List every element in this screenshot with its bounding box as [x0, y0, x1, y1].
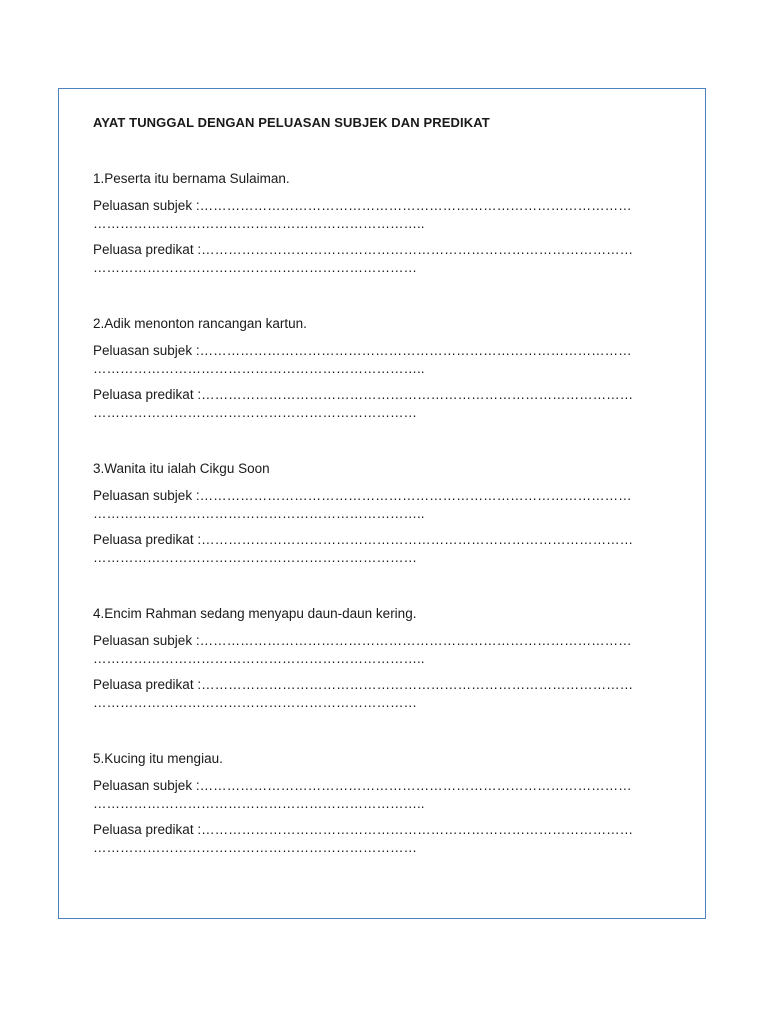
question-sentence: 5.Kucing itu mengiau. — [93, 751, 223, 766]
question-block — [93, 750, 683, 857]
question-sentence: 4.Encim Rahman sedang menyapu daun-daun kering. — [93, 606, 417, 621]
predicate-answer-field[interactable] — [93, 676, 683, 712]
question-block — [93, 170, 683, 277]
question-sentence: 2.Adik menonton rancangan kartun. — [93, 316, 307, 331]
answer-dots: ……………………………………………………………….. — [93, 216, 425, 231]
answer-dots: ……………………………………………………………… — [93, 260, 417, 275]
question-sentence: 3.Wanita itu ialah Cikgu Soon — [93, 461, 270, 476]
answer-dots: …………………………………………………………………………………… — [201, 532, 634, 547]
answer-dots: ……………………………………………………………….. — [93, 361, 425, 376]
subject-label: Peluasan subjek : — [93, 488, 200, 503]
question-block — [93, 460, 683, 567]
answer-dots: …………………………………………………………………………………… — [201, 822, 634, 837]
predicate-label: Peluasa predikat : — [93, 387, 202, 402]
answer-dots: ……………………………………………………………….. — [93, 506, 425, 521]
answer-dots: …………………………………………………………………………………… — [199, 778, 632, 793]
answer-dots: …………………………………………………………………………………… — [199, 488, 632, 503]
subject-answer-field[interactable] — [93, 342, 683, 378]
answer-dots: …………………………………………………………………………………… — [199, 198, 632, 213]
worksheet-title: AYAT TUNGGAL DENGAN PELUASAN SUBJEK DAN PREDIKAT — [93, 115, 490, 130]
answer-dots: ……………………………………………………………… — [93, 405, 417, 420]
answer-dots: ……………………………………………………………….. — [93, 651, 425, 666]
predicate-label: Peluasa predikat : — [93, 242, 202, 257]
predicate-answer-field[interactable] — [93, 386, 683, 422]
answer-dots: ……………………………………………………………… — [93, 840, 417, 855]
question-sentence: 1.Peserta itu bernama Sulaiman. — [93, 171, 290, 186]
subject-answer-field[interactable] — [93, 197, 683, 233]
subject-label: Peluasan subjek : — [93, 343, 200, 358]
question-block — [93, 315, 683, 422]
predicate-label: Peluasa predikat : — [93, 532, 202, 547]
subject-answer-field[interactable] — [93, 777, 683, 813]
answer-dots: …………………………………………………………………………………… — [201, 387, 634, 402]
predicate-answer-field[interactable] — [93, 821, 683, 857]
subject-label: Peluasan subjek : — [93, 778, 200, 793]
predicate-answer-field[interactable] — [93, 531, 683, 567]
answer-dots: ……………………………………………………………… — [93, 550, 417, 565]
answer-dots: …………………………………………………………………………………… — [201, 677, 634, 692]
answer-dots: …………………………………………………………………………………… — [199, 633, 632, 648]
predicate-label: Peluasa predikat : — [93, 822, 202, 837]
subject-label: Peluasan subjek : — [93, 198, 200, 213]
answer-dots: ……………………………………………………………… — [93, 695, 417, 710]
predicate-answer-field[interactable] — [93, 241, 683, 277]
answer-dots: ……………………………………………………………….. — [93, 796, 425, 811]
answer-dots: …………………………………………………………………………………… — [199, 343, 632, 358]
question-block — [93, 605, 683, 712]
answer-dots: …………………………………………………………………………………… — [201, 242, 634, 257]
subject-label: Peluasan subjek : — [93, 633, 200, 648]
subject-answer-field[interactable] — [93, 487, 683, 523]
predicate-label: Peluasa predikat : — [93, 677, 202, 692]
subject-answer-field[interactable] — [93, 632, 683, 668]
